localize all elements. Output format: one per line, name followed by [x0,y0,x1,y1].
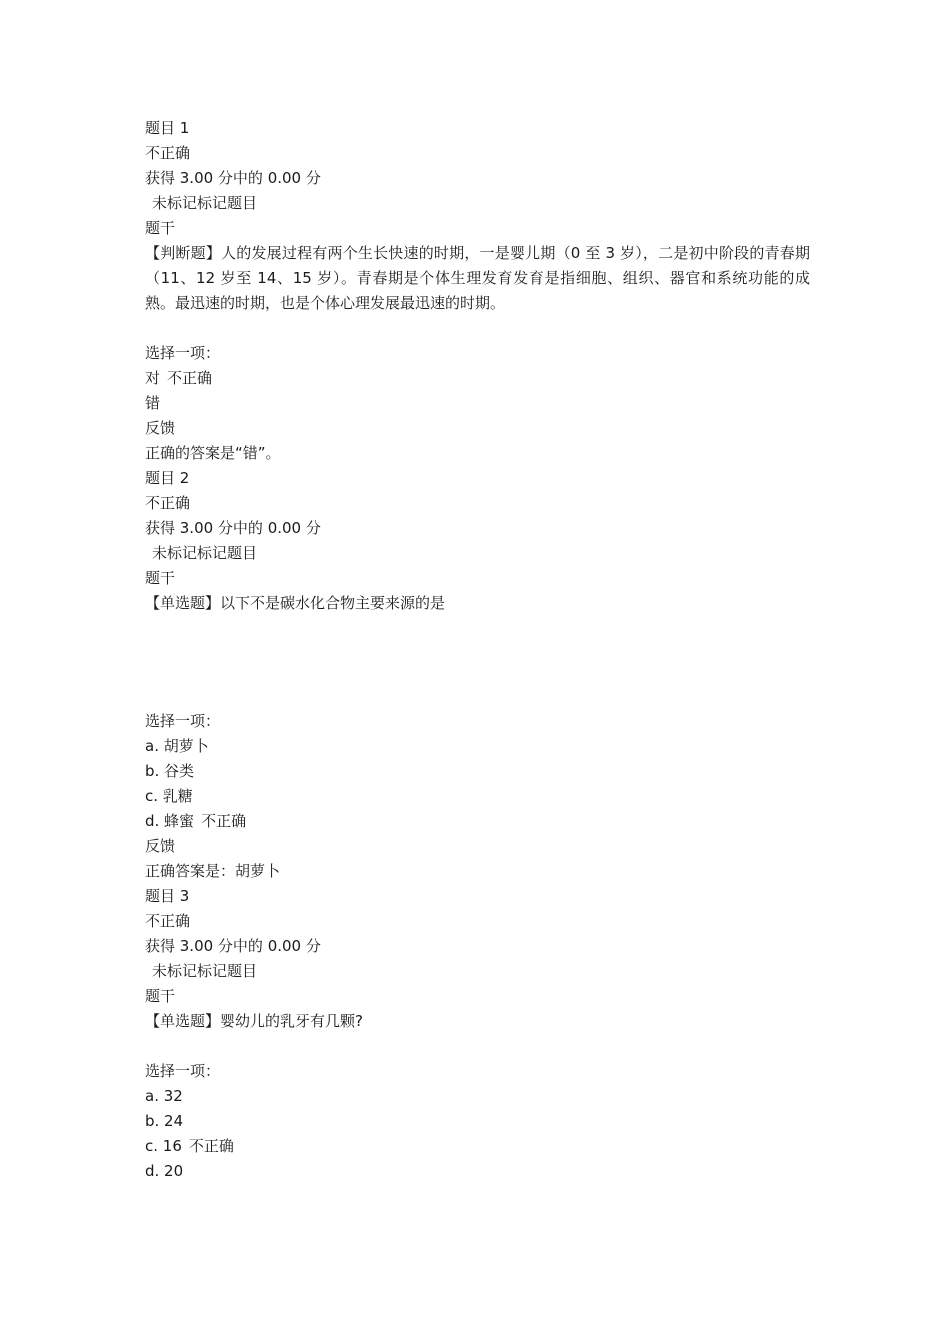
answer-option[interactable] [145,1109,810,1134]
answer-prompt: 选择一项： [145,344,221,362]
question-3 [145,884,810,1184]
quiz-review-document [145,116,810,1184]
option-label: a. 胡萝卜 [145,737,209,755]
feedback-text: 正确答案是：胡萝卜 [145,862,281,880]
question-stem: 【单选题】以下不是碳水化合物主要来源的是 [145,594,446,612]
answer-option[interactable] [145,759,810,784]
question-score: 获得 3.00 分中的 0.00 分 [145,937,321,955]
flag-question-link[interactable]: 未标记标记题目 [152,544,258,562]
question-stem: 【单选题】婴幼儿的乳牙有几颗? [145,1012,363,1030]
answer-prompt: 选择一项： [145,1062,221,1080]
option-label: c. 16 [145,1137,182,1155]
answer-option[interactable] [145,1084,810,1109]
stem-label: 题干 [145,569,176,587]
answer-option[interactable] [145,734,810,759]
question-title: 题目 2 [145,469,190,487]
answer-option[interactable] [145,809,810,834]
option-label: b. 谷类 [145,762,195,780]
option-label: 错 [145,394,161,412]
question-score: 获得 3.00 分中的 0.00 分 [145,169,321,187]
flag-question-link[interactable]: 未标记标记题目 [152,962,258,980]
feedback-text: 正确的答案是“错”。 [145,444,281,462]
question-title: 题目 3 [145,887,190,905]
blank-space [145,616,810,709]
answer-prompt: 选择一项： [145,712,221,730]
answer-option[interactable] [145,1159,810,1184]
question-status: 不正确 [145,912,191,930]
question-stem: 【判断题】人的发展过程有两个生长快速的时期，一是婴儿期（0 至 3 岁），二是初中阶段的青春期（11、12 岁至 14、15 岁）。青春期是个体生理发育发育是指细胞、组织、器官和系统功能的成熟。最迅速的时期，也是个体心理发展最迅速的时期。 [145,244,810,312]
question-status: 不正确 [145,144,191,162]
answer-option[interactable] [145,366,810,391]
answer-option[interactable] [145,391,810,416]
option-incorrect-mark: 不正确 [201,812,247,830]
option-label: d. 20 [145,1162,184,1180]
answer-option[interactable] [145,784,810,809]
question-1 [145,116,810,466]
stem-label: 题干 [145,219,176,237]
question-status: 不正确 [145,494,191,512]
feedback-label: 反馈 [145,419,176,437]
flag-question-link[interactable]: 未标记标记题目 [152,194,258,212]
option-label: b. 24 [145,1112,184,1130]
question-score: 获得 3.00 分中的 0.00 分 [145,519,321,537]
option-incorrect-mark: 不正确 [188,1137,234,1155]
question-2 [145,466,810,884]
stem-label: 题干 [145,987,176,1005]
option-label: c. 乳糖 [145,787,193,805]
option-label: 对 [145,369,161,387]
answer-option[interactable] [145,1134,810,1159]
option-label: d. 蜂蜜 [145,812,195,830]
feedback-label: 反馈 [145,837,176,855]
option-label: a. 32 [145,1087,183,1105]
option-incorrect-mark: 不正确 [167,369,213,387]
question-title: 题目 1 [145,119,190,137]
